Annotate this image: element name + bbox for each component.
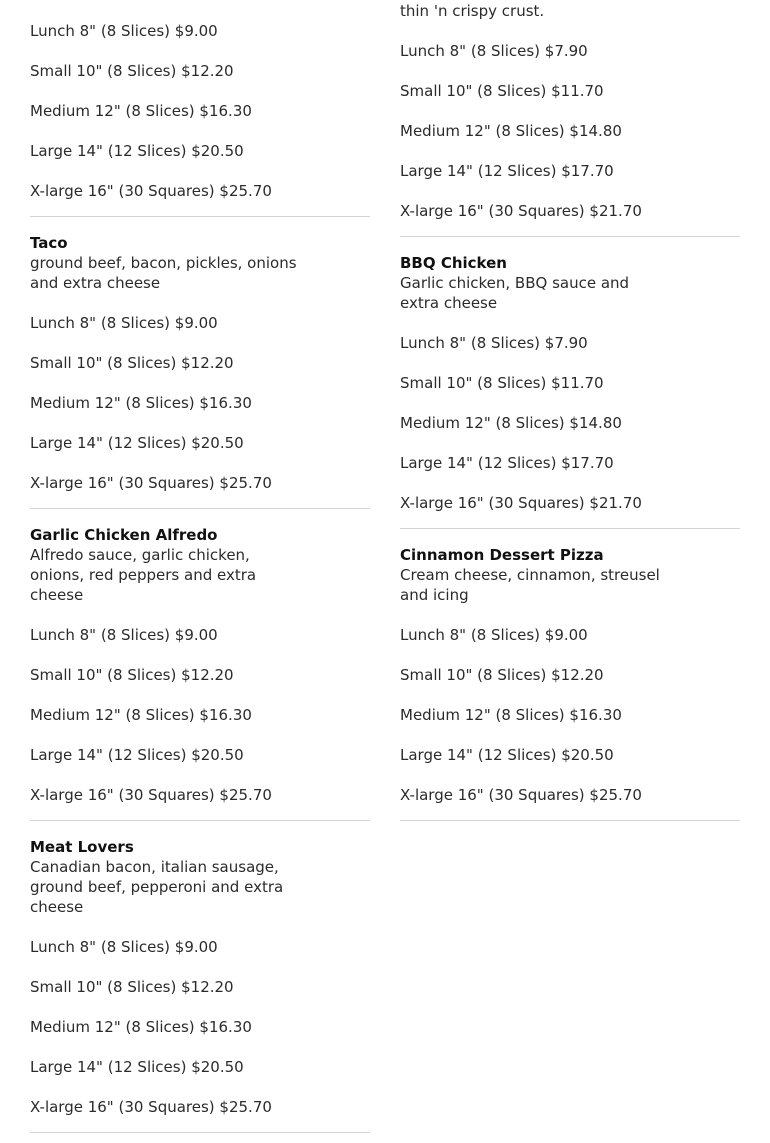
item-description: ground beef, bacon, pickles, onions and extra cheese: [30, 254, 297, 292]
price-medium: Medium 12" (8 Slices) $16.30: [400, 706, 622, 724]
price-medium: Medium 12" (8 Slices) $14.80: [400, 414, 622, 432]
menu-item-partial: [30, 0, 370, 201]
price-large: Large 14" (12 Slices) $20.50: [30, 434, 244, 452]
price-large: Large 14" (12 Slices) $20.50: [30, 142, 244, 160]
price-small: Small 10" (8 Slices) $12.20: [400, 666, 604, 684]
price-small: Small 10" (8 Slices) $12.20: [30, 354, 234, 372]
item-title: Cinnamon Dessert Pizza: [400, 546, 604, 564]
price-lunch: Lunch 8" (8 Slices) $9.00: [30, 626, 218, 644]
item-description: thin 'n crispy crust.: [400, 2, 545, 20]
price-large: Large 14" (12 Slices) $17.70: [400, 454, 614, 472]
menu-item-partial: [400, 0, 740, 221]
divider: [400, 820, 740, 821]
divider: [30, 1132, 370, 1133]
price-large: Large 14" (12 Slices) $20.50: [400, 746, 614, 764]
price-xlarge: X-large 16" (30 Squares) $25.70: [30, 1098, 272, 1116]
price-xlarge: X-large 16" (30 Squares) $25.70: [30, 474, 272, 492]
menu-item-garlic-chicken-alfredo: [30, 509, 370, 805]
item-description: Cream cheese, cinnamon, streusel and icing: [400, 566, 660, 604]
price-large: Large 14" (12 Slices) $20.50: [30, 1058, 244, 1076]
item-title: Taco: [30, 234, 68, 252]
price-lunch: Lunch 8" (8 Slices) $9.00: [30, 938, 218, 956]
price-lunch: Lunch 8" (8 Slices) $7.90: [400, 42, 588, 60]
price-small: Small 10" (8 Slices) $12.20: [30, 666, 234, 684]
price-medium: Medium 12" (8 Slices) $14.80: [400, 122, 622, 140]
price-lunch: Lunch 8" (8 Slices) $7.90: [400, 334, 588, 352]
menu-item-taco: [30, 217, 370, 493]
item-title: Garlic Chicken Alfredo: [30, 526, 218, 544]
price-large: Large 14" (12 Slices) $20.50: [30, 746, 244, 764]
price-medium: Medium 12" (8 Slices) $16.30: [30, 102, 252, 120]
item-description: Alfredo sauce, garlic chicken, onions, red peppers and extra cheese: [30, 546, 257, 604]
price-xlarge: X-large 16" (30 Squares) $25.70: [400, 786, 642, 804]
price-xlarge: X-large 16" (30 Squares) $21.70: [400, 202, 642, 220]
menu-column-right: [400, 0, 740, 821]
price-lunch: Lunch 8" (8 Slices) $9.00: [30, 22, 218, 40]
price-medium: Medium 12" (8 Slices) $16.30: [30, 1018, 252, 1036]
price-small: Small 10" (8 Slices) $12.20: [30, 62, 234, 80]
price-xlarge: X-large 16" (30 Squares) $21.70: [400, 494, 642, 512]
price-lunch: Lunch 8" (8 Slices) $9.00: [30, 314, 218, 332]
price-small: Small 10" (8 Slices) $11.70: [400, 82, 604, 100]
price-medium: Medium 12" (8 Slices) $16.30: [30, 394, 252, 412]
item-description: Garlic chicken, BBQ sauce and extra cheese: [400, 274, 630, 312]
menu-item-meat-lovers: [30, 821, 370, 1117]
price-large: Large 14" (12 Slices) $17.70: [400, 162, 614, 180]
item-title: BBQ Chicken: [400, 254, 507, 272]
item-description: Canadian bacon, italian sausage, ground beef, pepperoni and extra cheese: [30, 858, 284, 916]
price-medium: Medium 12" (8 Slices) $16.30: [30, 706, 252, 724]
menu-item-cinnamon-dessert-pizza: [400, 529, 740, 805]
price-xlarge: X-large 16" (30 Squares) $25.70: [30, 786, 272, 804]
menu-column-left: [30, 0, 370, 1133]
price-lunch: Lunch 8" (8 Slices) $9.00: [400, 626, 588, 644]
price-small: Small 10" (8 Slices) $11.70: [400, 374, 604, 392]
price-xlarge: X-large 16" (30 Squares) $25.70: [30, 182, 272, 200]
price-small: Small 10" (8 Slices) $12.20: [30, 978, 234, 996]
menu-item-bbq-chicken: [400, 237, 740, 513]
item-title: Meat Lovers: [30, 838, 134, 856]
